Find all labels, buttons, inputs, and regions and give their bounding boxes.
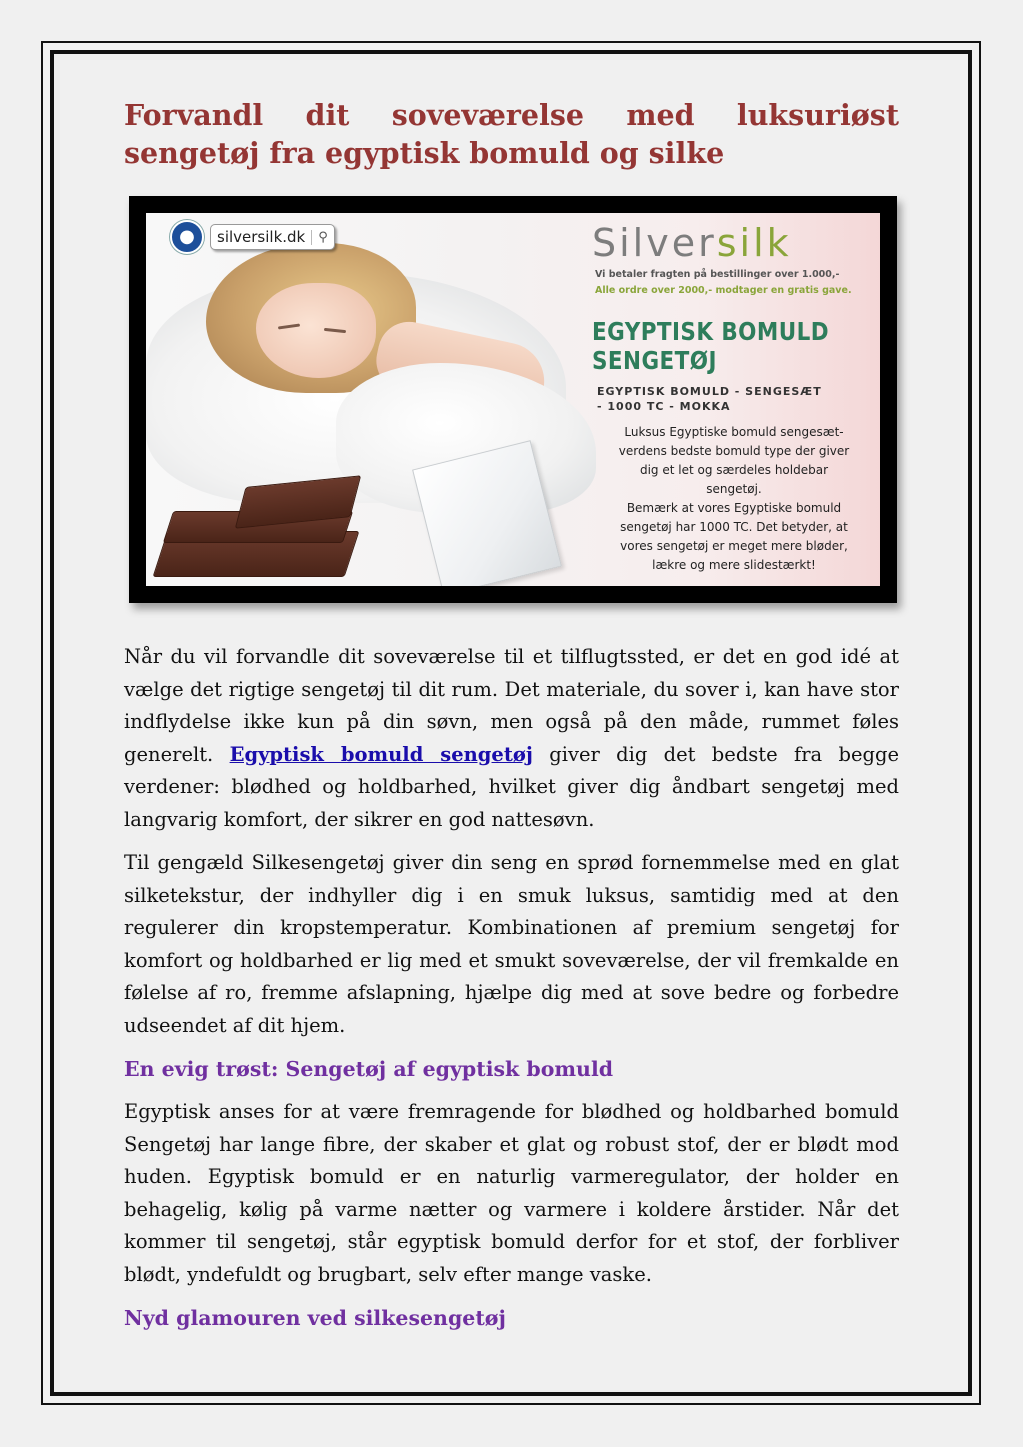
search-icon: ⚲ [311, 230, 328, 245]
product-description [590, 423, 878, 575]
desc-line: sengetøj har 1000 TC. Det betyder, at [620, 520, 848, 534]
banner-headline-line1: EGYPTISK BOMULD [592, 317, 830, 346]
banner-image [146, 213, 880, 586]
desc-line: vores sengetøj er meget mere bløder, [620, 539, 848, 553]
url-text: silversilk.dk [217, 228, 306, 246]
paragraph-intro-text: Når du vil forvandle dit soveværelse til et tilflugtssted, er det en god idé at vælge det rigtige sengetøj til dit rum. Det materiale, du sover i, kan have stor indflydelse ikke kun på din søvn, men også på den måde, rummet føles generelt. [124, 645, 899, 766]
page-title: Forvandl dit soveværelse med luksuriøst sengetøj fra egyptisk bomuld og silke [124, 98, 899, 170]
section-heading-cotton: En evig trøst: Sengetøj af egyptisk bomuld [124, 1057, 614, 1081]
paragraph-intro-text-cont: giver dig det bedste fra begge verdener: blødhed og holdbarhed, hvilket giver dig åndbart sengetøj med langvarig komfort, der sikrer en god nattesøvn. [124, 742, 899, 831]
sleeping-woman-illustration [256, 283, 376, 378]
banner-headline-line2: SENGETØJ [592, 346, 717, 375]
desc-line: lækre og mere slidestærkt! [652, 558, 816, 572]
paragraph-intro [124, 641, 899, 836]
product-name-line1: EGYPTISK BOMULD - SENGESÆT [597, 385, 822, 398]
paragraph-silk: Til gengæld Silkesengetøj giver din seng en sprød fornemmelse med en glat silketekstur, der indhyller dig i en smuk luksus, samtidig med at den regulerer din kropstemperatur. Kombinationen af premium sengetøj for komfort og holdbarhed er lig med et smukt soveværelse, der vil fremkalde en følelse af ro, fremme afslapning, hjælpe dig med at sove bedre og forbedre udseendet af dit hjem. [124, 851, 899, 1037]
brand-logo-silk: silk [716, 221, 792, 265]
globe-icon: ● [170, 220, 204, 254]
url-bar [170, 222, 335, 252]
brand-logo-silver: Silver [592, 221, 717, 265]
desc-line: Bemærk at vores Egyptiske bomuld [626, 501, 842, 515]
document-content [124, 96, 899, 1345]
product-name [597, 384, 822, 414]
desc-line: verdens bedste bomuld type der giver [618, 444, 850, 458]
brown-sheets-illustration [154, 473, 364, 585]
banner-frame [129, 196, 897, 603]
paragraph-cotton: Egyptisk anses for at være fremragende for blødhed og holdbarhed bomuld Sengetøj har lange fibre, der skaber et glat og robust stof, der er blødt mod huden. Egyptisk bomuld er en naturlig varmeregulator, der holder en behagelig, kølig på varme nætter og varmere i koldere årstider. Når det kommer til sengetøj, står egyptisk bomuld derfor for et stof, der forbliver blødt, yndefuldt og brugbart, selv efter mange vaske. [124, 1100, 899, 1286]
url-box [210, 224, 335, 250]
product-name-line2: - 1000 TC - MOKKA [597, 400, 731, 413]
desc-line: Luksus Egyptiske bomuld sengesæt- [624, 425, 844, 439]
banner-headline [592, 317, 829, 375]
egyptian-cotton-link[interactable]: Egyptisk bomuld sengetøj [229, 742, 533, 766]
article-body [124, 641, 899, 1334]
desc-line: sengetøj. [706, 482, 762, 496]
desc-line: dig et let og særdeles holdebar [639, 463, 829, 477]
gift-note: Alle ordre over 2000,- modtager en gratis gave. [595, 285, 852, 296]
shipping-note: Vi betaler fragten på bestillinger over 1.000,- [595, 269, 840, 280]
brand-logo [592, 221, 792, 265]
section-heading-silk: Nyd glamouren ved silkesengetøj [124, 1306, 506, 1330]
